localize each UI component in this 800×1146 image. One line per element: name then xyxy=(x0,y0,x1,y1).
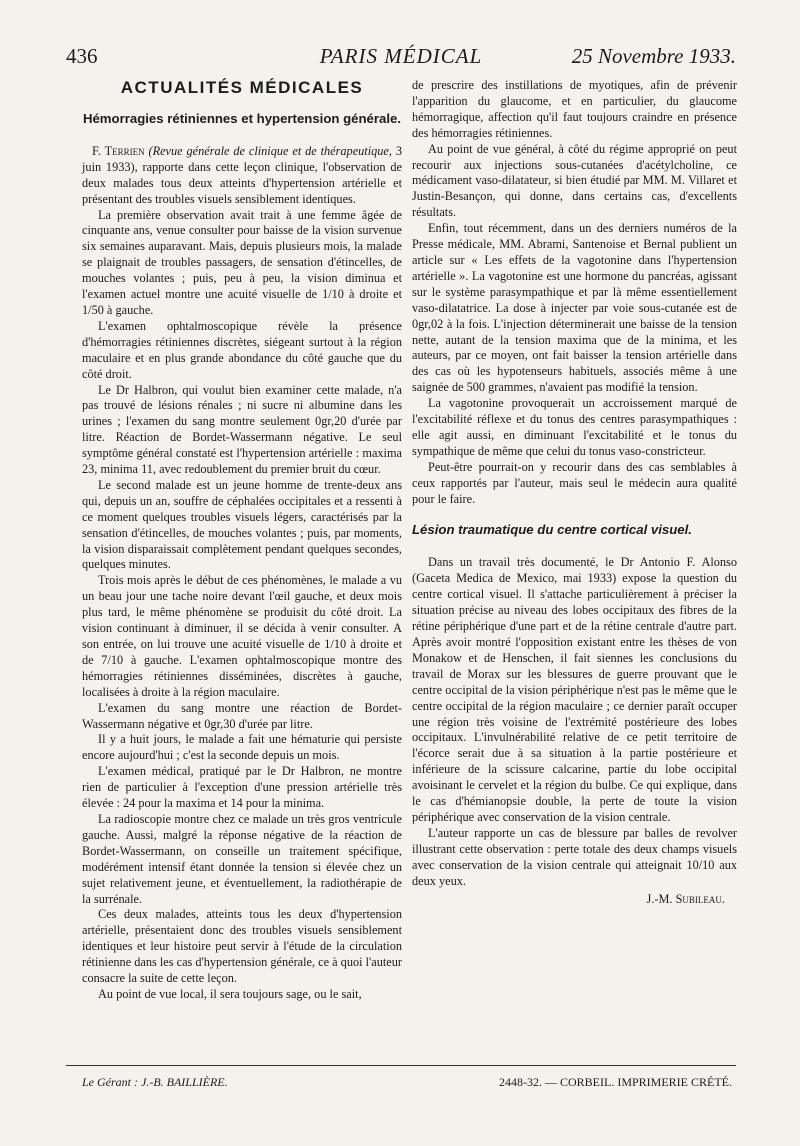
article-paragraph: Le second malade est un jeune homme de trente-deux ans qui, depuis un an, souffre de céphalées occipitales et a ressenti à ce moment quelques troubles visuels légers, caractérisés par la sensation d'étincelles, de mouches volantes ; puis, par moments, la vision disparaissait complètement pendant quelques secondes, quelques minutes. xyxy=(82,477,402,572)
article-paragraph: Enfin, tout récemment, dans un des derniers numéros de la Presse médicale, MM. Abrami, Santenoise et Bernal publient un article sur « Les effets de la vagotonine dans l'hypertension artérielle ». La vagotonine est une hormone du pancréas, agissant sur le système parasympathique et par là même essentiellement vaso-dilatatrice. La dose à injecter par voie sous-cutanée est de 0gr,02 à la fois. L'injection déterminerait une baisse de la tension nette, autant de la tension maxima que de la minima, et les auteurs, par ce moyen, ont fait baisser la tension artérielle dans des cas où les hypotenseurs habituels, associés même à une saignée de 500 grammes, n'avaient pas modifié la tension. xyxy=(412,221,737,395)
article-paragraph: La radioscopie montre chez ce malade un très gros ventricule gauche. Aussi, malgré la réponse négative de la réaction de Bordet-Wassermann, on conseille un traitement spécifique, modérément intensif étant donnée la tension si élevée chez un sujet relativement jeune, et éventuellement, la radiothérapie de la surrénale. xyxy=(82,811,402,906)
page-number: 436 xyxy=(66,44,98,68)
article-paragraph: F. Terrien (Revue générale de clinique et de thérapeutique, 3 juin 1933), rapporte dans cette leçon clinique, l'observation de deux malades tous deux atteints d'hypertension artérielle et présentant des troubles visuels sensiblement identiques. xyxy=(82,143,403,206)
source-citation: (Revue générale de clinique et de thérapeutique, xyxy=(148,143,392,158)
article-paragraph: Dans un travail très documenté, le Dr Antonio F. Alonso (Gaceta Medica de Mexico, mai 1933) expose la question du centre cortical visuel. Il s'attache particulièrement à préciser la situation précise au niveau des lobes occipitaux des fibres de la rétine périphérique d'une part et de la rétine centrale d'autre part. Après avoir montré l'opposition existant entre les thèses de von Monakow et de Henschen, il fait siennes les conclusions du travail de Morax sur les blessures de guerre prouvant que le centre occipital de la vision périphérique n'est pas le même que le centre occipital de la région maculaire ; ce dernier paraît occuper une région très voisine de l'extrémité postérieure des lobes occipitaux. L'invulnérabilité relative de ce petit territoire de l'écorce serait due à sa situation à la partie postérieure et inférieure de la scissure calcarine, partie du lobe occipital avoisinant le cervelet et la région du bulbe. Ce qui explique, dans le cas d'hémianopsie double, la perte de toute la vision périphérique avec conservation de la vision centrale. xyxy=(412,555,737,824)
article-paragraph: L'examen médical, pratiqué par le Dr Halbron, ne montre rien de particulier à l'exception d'une pression artérielle très élevée : 24 pour la maxima et 14 pour la minima. xyxy=(82,764,402,811)
author-name: F. Terrien xyxy=(92,143,145,158)
article-paragraph: La première observation avait trait à une femme âgée de cinquante ans, venue consulter pour baisse de la vision survenue six semaines auparavant. Mais, depuis plusieurs mois, la malade se plaignait de troubles passagers, de sensation d'étincelles, de mouches volantes ; puis, peu à peu, la vision diminua et l'examen actuel montre une acuité visuelle de 1/10 à droite et 1/50 à gauche. xyxy=(82,207,402,317)
article-paragraph: Le Dr Halbron, qui voulut bien examiner cette malade, n'a pas trouvé de lésions rénales ; ni sucre ni albumine dans les urines ; l'examen du sang montre seulement 0gr,20 d'urée par litre. Réaction de Bordet-Wassermann négative. Le seul symptôme général constaté est l'hypertension artérielle : maxima 23, minima 11, avec redoublement du premier bruit du cœur. xyxy=(82,382,402,477)
running-head xyxy=(66,44,736,74)
footer-printer: 2448-32. — CORBEIL. IMPRIMERIE CRÉTÉ. xyxy=(499,1075,732,1089)
article-paragraph: L'examen du sang montre une réaction de Bordet-Wassermann négative et 0gr,30 d'urée par litre. xyxy=(82,700,402,731)
left-column xyxy=(82,78,402,1003)
article-paragraph: Il y a huit jours, le malade a fait une hématurie qui persiste encore aujourd'hui ; c'est la seconde depuis un mois. xyxy=(82,732,402,763)
journal-title: PARIS MÉDICAL xyxy=(319,44,483,68)
right-column xyxy=(412,78,737,907)
section-title: ACTUALITÉS MÉDICALES xyxy=(120,78,364,97)
article-title-lesion: Lésion traumatique du centre cortical visuel. xyxy=(412,522,692,538)
article-paragraph: Au point de vue local, il sera toujours sage, ou le sait, xyxy=(98,986,362,1001)
article-paragraph: La vagotonine provoquerait un accroissement marqué de l'excitabilité réflexe et du tonus des centres parasympathiques : elle agit aussi, en diminuant l'excitabilité et le tonus du sympathique de même que celui du tonus vaso-constricteur. xyxy=(412,396,737,458)
article-paragraph: de prescrire des instillations de myotiques, afin de prévenir l'apparition du glaucome, et en particulier, du glaucome hémorragique, affection qu'il faut toujours craindre en présence des hémorragies rétiniennes. xyxy=(412,78,737,140)
article-paragraph: Peut-être pourrait-on y recourir dans des cas semblables à ceux rapportés par l'auteur, mais seul le médecin aura qualité pour le faire. xyxy=(412,459,737,506)
footer-gerant: Le Gérant : J.-B. BAILLIÈRE. xyxy=(82,1075,228,1089)
article-paragraph: Au point de vue général, à côté du régime approprié on peut recourir aux injections sous-cutanées d'acétylcholine, ce médicament vaso-dilatateur, si bien étudié par MM. M. Villaret et Justin-Besançon, qui donne, dans certains cas, d'excellents résultats. xyxy=(412,141,737,220)
article-title-hemorragies: Hémorragies rétiniennes et hypertension générale. xyxy=(82,110,402,126)
article-paragraph: L'examen ophtalmoscopique révèle la présence d'hémorragies rétiniennes discrètes, siégeant surtout à la région maculaire et en plus grande abondance du côté gauche que du côté droit. xyxy=(82,318,402,381)
issue-date: 25 Novembre 1933. xyxy=(571,44,736,68)
article-paragraph: L'auteur rapporte un cas de blessure par balles de revolver illustrant cette observation : perte totale des deux champs visuels avec conservation de la vision centrale qui atteignait 10/10 aux deux yeux. xyxy=(412,825,737,888)
footer-divider xyxy=(66,1065,736,1066)
author-signature: J.-M. Subileau. xyxy=(646,891,725,906)
article-paragraph: Trois mois après le début de ces phénomènes, le malade a vu un beau jour une tache noire devant l'œil gauche, et deux mois plus tard, le même phénomène se produisit du côté droit. La vision continuant à diminuer, il se décida à venir consulter. A son entrée, on lui trouve une acuité visuelle de 1/10 à droite et de 7/10 à gauche. L'examen ophtalmoscopique montre des hémorragies rétiniennes disséminées, discrètes à gauche, localisées à droite à la région maculaire. xyxy=(82,573,402,699)
article-paragraph: Ces deux malades, atteints tous les deux d'hypertension artérielle, présentaient donc des troubles visuels sensiblement identiques et leur histoire peut servir à l'étude de la circulation rétinienne dans les cas d'hypertension générale, ce à quoi l'auteur consacre la suite de cette leçon. xyxy=(82,907,402,986)
